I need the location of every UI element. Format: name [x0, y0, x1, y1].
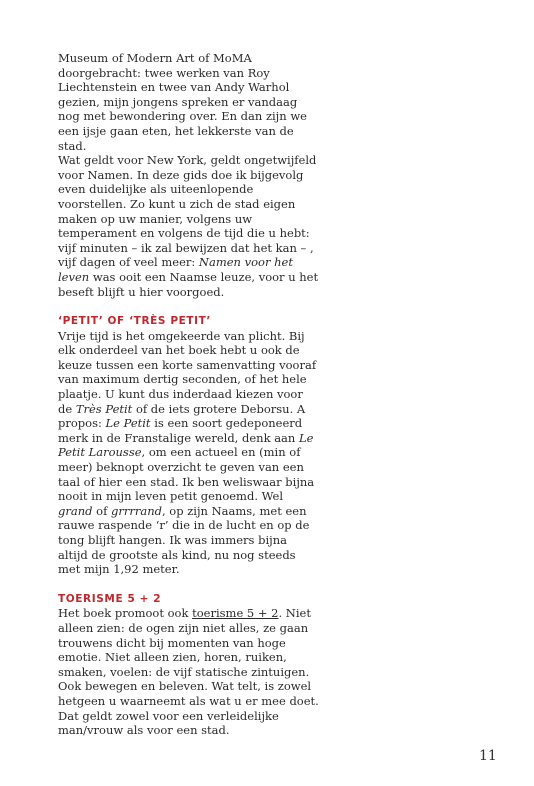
petit-text-2: of de iets grotere Deborsu. A propos:: [58, 401, 306, 431]
intro-paragraph-1: Museum of Modern Art of MoMA doorgebracht: twee werken van Roy Liechtenstein en twee van Andy Warhol gezien, mijn jongens spreken er vandaag nog met bewondering over. En dan zijn we een ijsje gaan eten, het lekkerste van de stad.: [58, 51, 307, 153]
page-text-column: [58, 51, 320, 738]
petit-text-3: is een soort gedeponeerd merk in de Franstalige wereld, denk aan: [58, 416, 303, 445]
petit-italic-3: Le Petit Larousse: [58, 430, 314, 460]
toerisme-text-1: Het boek promoot ook: [58, 606, 193, 621]
petit-text-1: Vrije tijd is het omgekeerde van plicht. Bij elk onderdeel van het boek hebt u ook de keuze tussen een korte samenvatting vooraf van maximum dertig seconden, of het hele plaatje. U kunt dus inderdaad kiezen voor de: [58, 328, 317, 416]
petit-text-4: , om een actueel en (min of meer) beknopt overzicht te geven van een taal of hier een stad. Ik ben weliswaar bijna nooit in mijn leven petit genoemd. Wel: [58, 445, 315, 504]
section-petit-body: [58, 329, 320, 577]
page-number: 11: [479, 748, 497, 764]
intro-text: Wat geldt voor New York, geldt ongetwijfeld voor Namen. In deze gids doe ik bijgevolg even duidelijke als uiteenlopende voorstellen. Zo kunt u zich de stad eigen maken op uw manier, volgens uw temperament en volgens de tijd die u hebt: vijf minuten – ik zal bewijzen dat het kan – , vijf dagen of veel meer:: [58, 153, 317, 270]
intro-italic: Namen voor het leven: [58, 255, 293, 284]
section-toerisme-body: [58, 606, 320, 737]
petit-italic-4: grand: [58, 503, 93, 518]
intro-paragraph-2: [58, 153, 320, 299]
petit-text-5: of: [92, 503, 111, 518]
petit-italic-1: Très Petit: [75, 401, 133, 416]
petit-italic-2: Le Petit: [105, 416, 151, 431]
section-heading-toerisme: TOERISME 5 + 2: [58, 592, 162, 605]
petit-text-6: , op zijn Naams, met een rauwe raspende ‘r’ die in de lucht en op de tong blijft hangen. Ik was immers bijna altijd de grootste als kind, nu nog steeds met mijn 1,92 meter.: [58, 503, 310, 577]
toerisme-text-2: . Niet alleen zien: de ogen zijn niet alles, ze gaan trouwens dicht bij momenten van hoge emotie. Niet alleen zien, horen, ruiken, smaken, voelen: de vijf statische zintuigen. Ook bewegen en beleven. Wat telt, is zowel hetgeen u waarneemt als wat u er mee doet. Dat geldt zowel voor een verleidelijke man/vrouw als voor een stad.: [58, 606, 319, 738]
toerisme-underlined: toerisme 5 + 2: [192, 606, 279, 621]
section-heading-petit: ‘PETIT’ OF ‘TRÈS PETIT’: [58, 315, 212, 328]
petit-italic-5: grrrrand: [110, 503, 162, 518]
intro-text-end: was ooit een Naamse leuze, voor u het beseft blijft u hier voorgoed.: [58, 269, 319, 299]
